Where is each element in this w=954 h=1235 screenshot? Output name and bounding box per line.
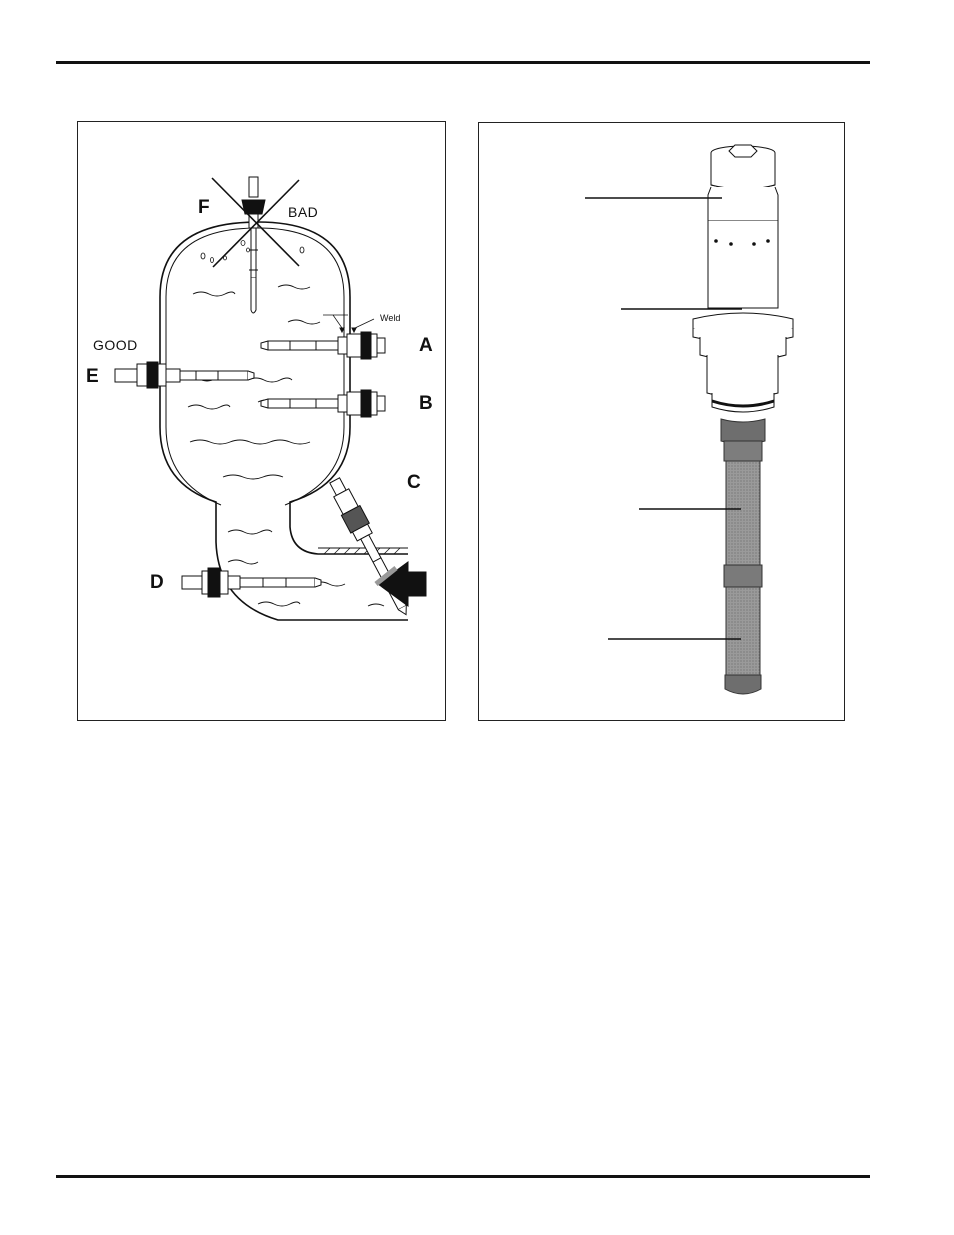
label-a: A [419,335,433,356]
footer-rule [56,1175,870,1178]
weld-leader [323,315,374,328]
probe-d [182,568,321,597]
probe-parts-panel [478,122,845,721]
vessel-diagram [78,122,445,720]
label-good: GOOD [93,337,138,353]
probe-collar [693,313,793,412]
label-e: E [86,366,99,387]
label-b: B [419,393,433,414]
probe-upper-body [708,187,778,308]
probe-b [261,390,385,417]
probe-f [242,177,265,313]
label-c: C [407,472,421,493]
probe-rod [721,419,765,694]
probe-illustration [479,123,844,720]
label-bad: BAD [288,204,319,220]
probe-e [115,362,254,388]
pipe-hatching [324,548,400,554]
label-weld: Weld [380,313,401,323]
probe-a [261,328,385,359]
label-d: D [150,572,164,593]
liquid-waves [183,285,384,606]
installation-diagram-panel [77,121,446,721]
probe-head [711,145,775,189]
header-rule [56,61,870,64]
label-f: F [198,197,210,218]
